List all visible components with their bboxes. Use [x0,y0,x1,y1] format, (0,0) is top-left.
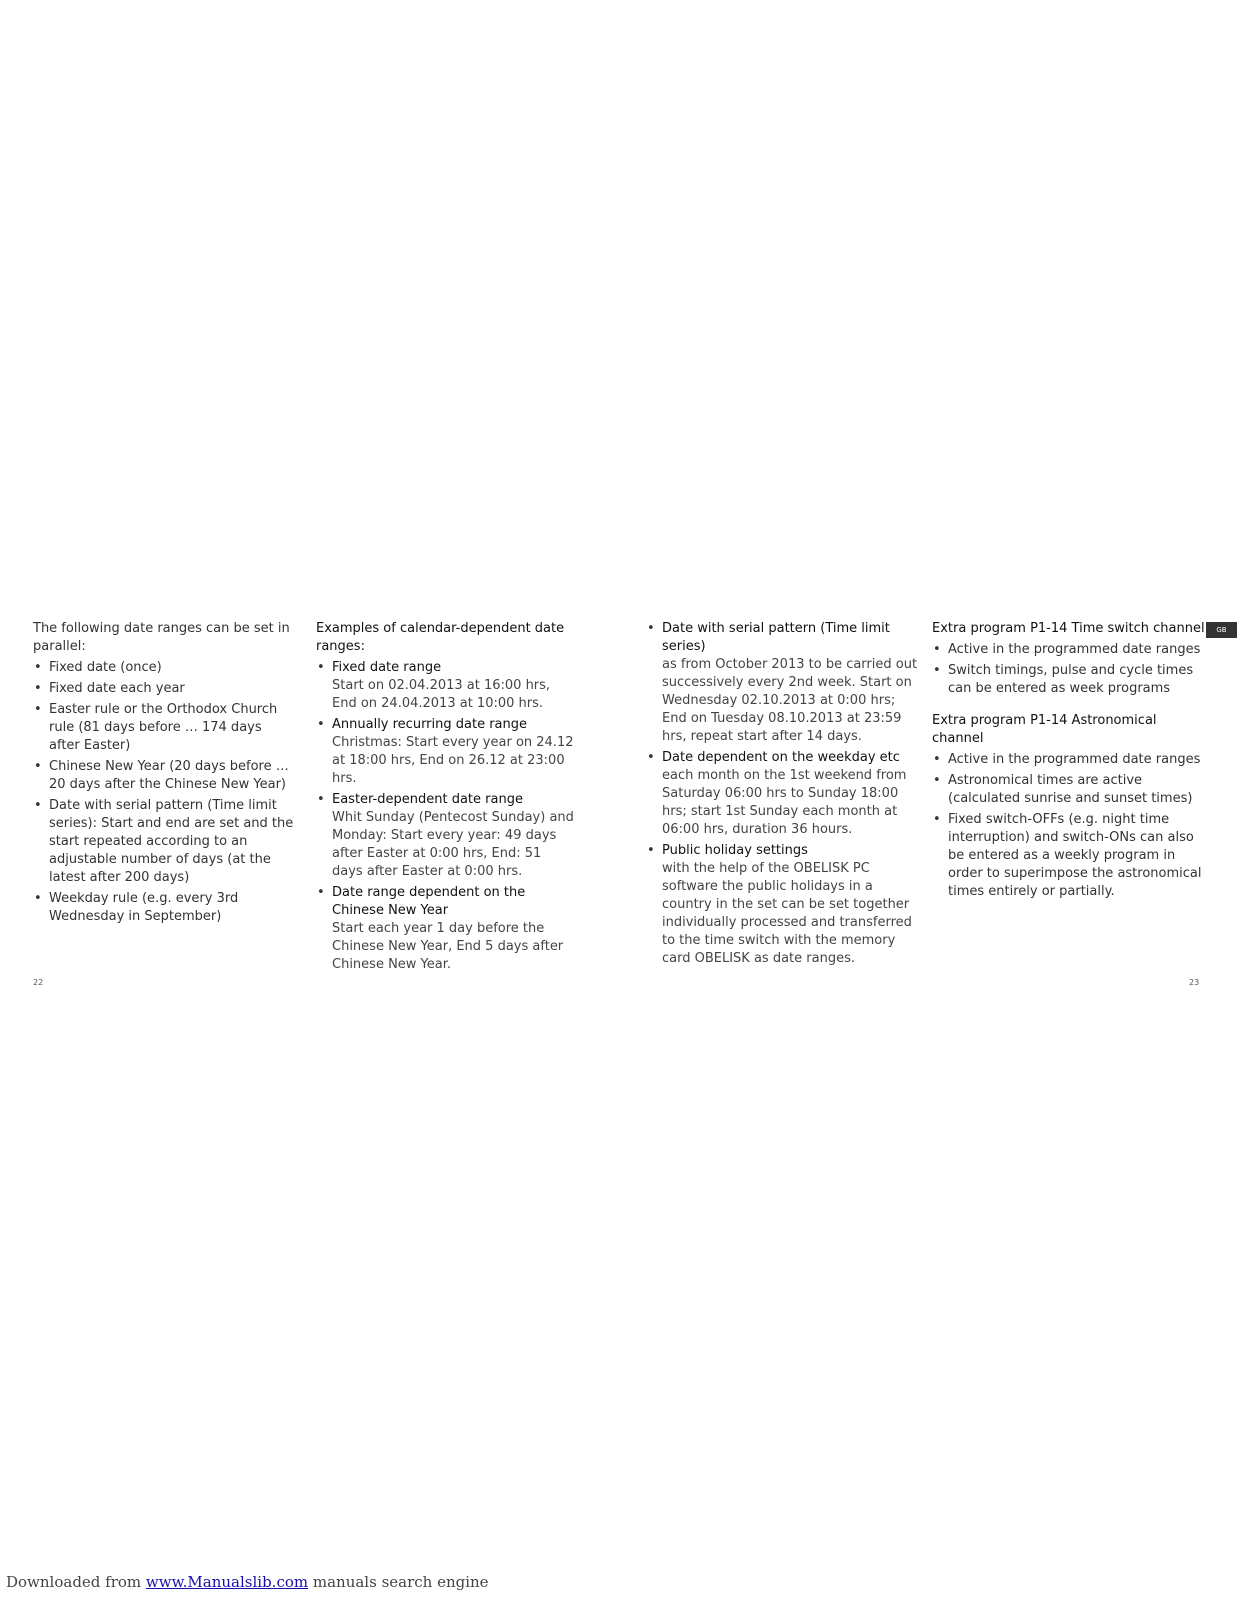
list-item: • Easter rule or the Orthodox Church rule (81 days before … 174 days after Easter) [33,701,295,755]
astronomical-list [932,751,1212,901]
list-item [316,716,574,788]
list-item: • Astronomical times are active (calculated sunrise and sunset times) [932,772,1212,808]
date-range-list [33,659,295,926]
item-title: • Public holiday settings [662,843,808,858]
list-item: • Fixed date (once) [33,659,295,677]
list-item: • Date with serial pattern (Time limit series): Start and end are set and the start repeated according to an adjustable number of days (at the latest after 200 days) [33,797,295,887]
download-footer [6,1572,489,1592]
list-item [646,749,918,839]
list-item: • Switch timings, pulse and cycle times can be entered as week programs [932,662,1212,698]
list-item: • Fixed date each year [33,680,295,698]
item-title: • Date with serial pattern (Time limit series) [662,621,890,654]
manualslib-link[interactable]: www.Manualslib.com [145,1573,309,1591]
page-number-left: 22 [33,978,44,987]
column-4 [932,620,1212,904]
time-switch-list [932,641,1212,698]
examples-heading: Examples of calendar-dependent date ranges: [316,621,565,654]
item-body: Whit Sunday (Pentecost Sunday) and Monday: Start every year: 49 days after Easter at 0:00 hrs, End: 51 days after Easter at 0:00 hrs. [332,810,574,879]
list-item [646,620,918,746]
list-item: • Active in the programmed date ranges [932,641,1212,659]
list-item: • Active in the programmed date ranges [932,751,1212,769]
list-item: • Weekday rule (e.g. every 3rd Wednesday in September) [33,890,295,926]
footer-suffix: manuals search engine [308,1573,489,1591]
list-item [316,659,574,713]
item-body: Start on 02.04.2013 at 16:00 hrs, End on 24.04.2013 at 10:00 hrs. [332,678,551,711]
item-title: • Date range dependent on the Chinese New Year [332,885,526,918]
time-switch-heading: Extra program P1-14 Time switch channel [932,621,1205,636]
footer-prefix: Downloaded from [6,1573,146,1591]
language-badge: GB [1206,622,1237,638]
item-body: Start each year 1 day before the Chinese New Year, End 5 days after Chinese New Year. [332,921,564,972]
item-title: • Annually recurring date range [332,717,528,732]
list-item [316,791,574,881]
examples-list [316,659,574,974]
item-title: • Date dependent on the weekday etc [662,750,900,765]
examples-list-continued [646,620,918,968]
intro-text: The following date ranges can be set in parallel: [33,621,290,654]
astronomical-heading: Extra program P1-14 Astronomical channel [932,713,1157,746]
list-item [646,842,918,968]
item-body: each month on the 1st weekend from Saturday 06:00 hrs to Sunday 18:00 hrs; start 1st Sunday each month at 06:00 hrs, duration 36 hours. [662,768,907,837]
list-item: • Fixed switch-OFFs (e.g. night time interruption) and switch-ONs can also be entered as a weekly program in order to superimpose the astronomical times entirely or partially. [932,811,1212,901]
item-body: as from October 2013 to be carried out successively every 2nd week. Start on Wednesday 02.10.2013 at 0:00 hrs; End on Tuesday 08.10.2013 at 23:59 hrs, repeat start after 14 days. [662,657,918,744]
list-item [316,884,574,974]
item-body: Christmas: Start every year on 24.12 at 18:00 hrs, End on 26.12 at 23:00 hrs. [332,735,574,786]
column-3 [646,620,918,971]
item-title: • Fixed date range [332,660,442,675]
column-2 [316,620,574,977]
list-item: • Chinese New Year (20 days before … 20 days after the Chinese New Year) [33,758,295,794]
page-number-right: 23 [1189,978,1200,987]
column-1 [33,620,295,929]
item-title: • Easter-dependent date range [332,792,523,807]
item-body: with the help of the OBELISK PC software the public holidays in a country in the set can be set together individually processed and transferred to the time switch with the memory card OBELISK as date ranges. [662,861,912,966]
